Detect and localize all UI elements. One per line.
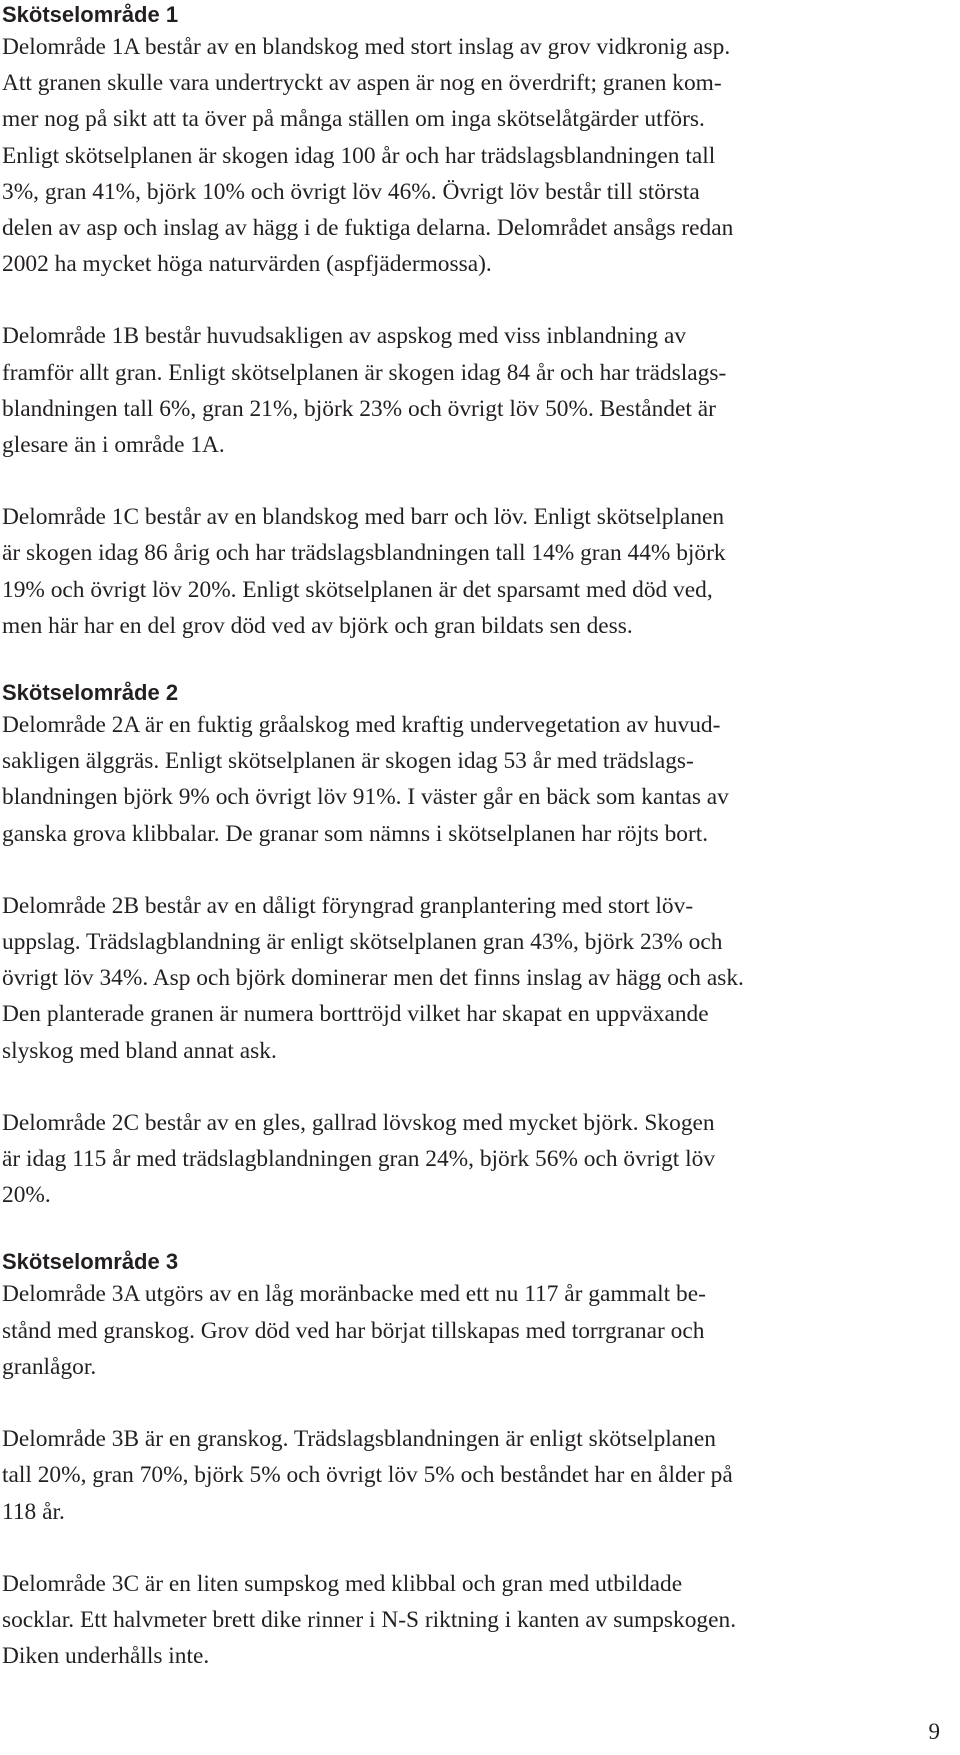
text-line: Delområde 1A består av en blandskog med stort inslag av grov vidkronig asp. xyxy=(2,34,731,60)
text-line: socklar. Ett halvmeter brett dike rinner i N-S riktning i kanten av sumpskogen. xyxy=(2,1606,737,1633)
text-line: 118 år. xyxy=(2,1498,65,1525)
text-line: Enligt skötselplanen är skogen idag 100 år och har trädslagsblandningen tall xyxy=(2,142,716,169)
paragraph-2c xyxy=(2,1105,942,1214)
paragraph-1b xyxy=(2,318,942,463)
text-line: men här har en del grov död ved av björk och gran bildats sen dess. xyxy=(2,612,633,639)
text-line: Delområde 3B är en granskog. Trädslagsblandningen är enligt skötselplanen xyxy=(2,1426,716,1453)
text-line: framför allt gran. Enligt skötselplanen är skogen idag 84 år och har trädslags- xyxy=(2,359,727,386)
text-line: 20%. xyxy=(2,1182,51,1209)
text-line: granlågor. xyxy=(2,1353,97,1380)
page-number: 9 xyxy=(928,1719,940,1744)
text-line: slyskog med bland annat ask. xyxy=(2,1037,277,1064)
text-line: Delområde 2C består av en gles, gallrad lövskog med mycket björk. Skogen xyxy=(2,1109,715,1136)
text-line: är skogen idag 86 årig och har trädslagsblandningen tall 14% gran 44% björk xyxy=(2,540,726,567)
document-page xyxy=(2,0,942,1674)
paragraph-3c xyxy=(2,1566,942,1675)
section-heading: Skötselområde 2 xyxy=(2,680,179,706)
text-line: Delområde 2A är en fuktig gråalskog med kraftig undervegetation av huvud- xyxy=(2,712,721,739)
text-line: glesare än i område 1A. xyxy=(2,432,225,459)
text-line: Den planterade granen är numera borttröjd vilket har skapat en uppväxande xyxy=(2,1001,709,1028)
section-heading: Skötselområde 1 xyxy=(2,2,179,27)
paragraph-2a xyxy=(2,707,942,852)
section-heading: Skötselområde 3 xyxy=(2,1249,179,1275)
text-line: uppslag. Trädslagblandning är enligt skötselplanen gran 43%, björk 23% och xyxy=(2,929,723,956)
text-line: 19% och övrigt löv 20%. Enligt skötselplanen är det sparsamt med död ved, xyxy=(2,576,713,603)
text-line: Delområde 3C är en liten sumpskog med klibbal och gran med utbildade xyxy=(2,1570,683,1597)
text-line: Att granen skulle vara undertryckt av aspen är nog en överdrift; granen kom- xyxy=(2,70,722,97)
paragraph-1a xyxy=(2,29,942,282)
text-line: är idag 115 år med trädslagblandningen gran 24%, björk 56% och övrigt löv xyxy=(2,1146,716,1173)
paragraph-3b xyxy=(2,1421,942,1530)
text-line: Delområde 3A utgörs av en låg moränbacke med ett nu 117 år gammalt be- xyxy=(2,1281,706,1308)
paragraph-1c xyxy=(2,499,942,644)
text-line: stånd med granskog. Grov död ved har börjat tillskapas med torrgranar och xyxy=(2,1317,705,1344)
text-line: delen av asp och inslag av hägg i de fuktiga delarna. Delområdet ansågs redan xyxy=(2,215,734,242)
text-line: 3%, gran 41%, björk 10% och övrigt löv 46%. Övrigt löv består till största xyxy=(2,178,700,205)
text-line: blandningen björk 9% och övrigt löv 91%. I väster går en bäck som kantas av xyxy=(2,784,729,811)
text-line: sakligen älggräs. Enligt skötselplanen är skogen idag 53 år med trädslags- xyxy=(2,748,694,775)
text-line: övrigt löv 34%. Asp och björk dominerar men det finns inslag av hägg och ask. xyxy=(2,965,744,992)
text-line: ganska grova klibbalar. De granar som nämns i skötselplanen har röjts bort. xyxy=(2,820,709,847)
text-line: tall 20%, gran 70%, björk 5% och övrigt löv 5% och beståndet har en ålder på xyxy=(2,1462,733,1489)
text-line: Delområde 1B består huvudsakligen av aspskog med viss inblandning av xyxy=(2,323,687,350)
paragraph-3a xyxy=(2,1276,942,1385)
text-line: mer nog på sikt att ta över på många ställen om inga skötselåtgärder utförs. xyxy=(2,106,705,133)
text-line: blandningen tall 6%, gran 21%, björk 23% och övrigt löv 50%. Beståndet är xyxy=(2,395,716,422)
text-line: 2002 ha mycket höga naturvärden (aspfjädermossa). xyxy=(2,251,492,278)
text-line: Delområde 2B består av en dåligt föryngrad granplantering med stort löv- xyxy=(2,892,694,919)
text-line: Diken underhålls inte. xyxy=(2,1643,210,1670)
text-line: Delområde 1C består av en blandskog med barr och löv. Enligt skötselplanen xyxy=(2,504,725,531)
paragraph-2b xyxy=(2,888,942,1069)
